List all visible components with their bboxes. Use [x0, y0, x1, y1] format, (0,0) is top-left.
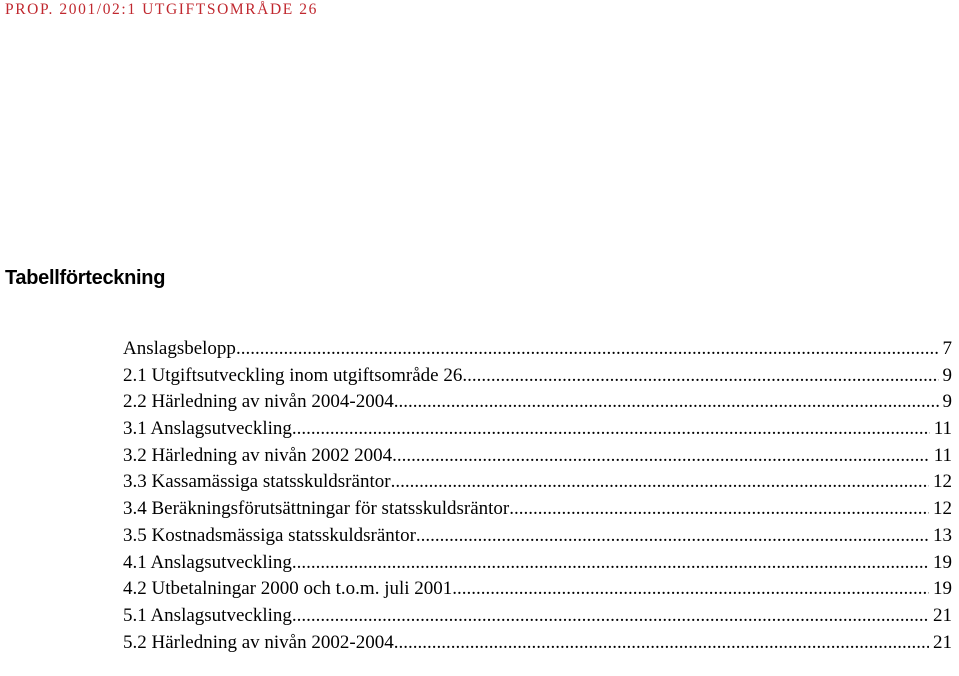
toc-entry-title: 3.1 Anslagsutveckling	[123, 418, 292, 440]
dot-leader	[292, 550, 929, 577]
toc-entry-page: 21	[933, 631, 952, 653]
dot-leader	[292, 603, 929, 630]
toc-entry[interactable]	[123, 363, 952, 390]
toc-entry[interactable]	[123, 576, 952, 603]
toc-entry-title: 3.3 Kassamässiga statsskuldsräntor	[123, 471, 391, 493]
toc-entry[interactable]	[123, 469, 952, 496]
toc-entry-page: 9	[942, 364, 952, 386]
toc-entry-page: 11	[933, 418, 952, 440]
dot-leader	[394, 389, 939, 416]
toc-entry[interactable]	[123, 603, 952, 630]
dot-leader	[391, 469, 929, 496]
section-heading: Tabellförteckning	[5, 267, 166, 289]
toc-entry-page: 21	[933, 604, 952, 626]
toc-entry[interactable]	[123, 523, 952, 550]
toc-entry-title: 2.1 Utgiftsutveckling inom utgiftsområde 26	[123, 364, 463, 386]
toc-entry-page: 13	[933, 524, 952, 546]
toc-entry-title: 2.2 Härledning av nivån 2004-2004	[123, 391, 394, 413]
toc-entry[interactable]	[123, 389, 952, 416]
toc-entry-title: 5.2 Härledning av nivån 2002-2004	[123, 631, 394, 653]
toc-entry-page: 19	[933, 551, 952, 573]
running-header: PROP. 2001/02:1 UTGIFTSOMRÅDE 26	[5, 1, 319, 18]
toc-entry-title: 5.1 Anslagsutveckling	[123, 604, 292, 626]
toc-entry-title: 4.1 Anslagsutveckling	[123, 551, 292, 573]
toc-entry-page: 11	[933, 444, 952, 466]
toc-entry-page: 12	[933, 471, 952, 493]
dot-leader	[416, 523, 929, 550]
dot-leader	[462, 363, 938, 390]
toc-entry-page: 9	[942, 391, 952, 413]
toc-entry[interactable]	[123, 496, 952, 523]
toc-entry-title: 3.5 Kostnadsmässiga statsskuldsräntor	[123, 524, 416, 546]
toc-entry-page: 12	[933, 498, 952, 520]
toc-entry[interactable]	[123, 416, 952, 443]
toc-entry-title: 4.2 Utbetalningar 2000 och t.o.m. juli 2001	[123, 578, 453, 600]
toc-entry[interactable]	[123, 443, 952, 470]
toc-entry-page: 19	[933, 578, 952, 600]
toc-entry[interactable]	[123, 550, 952, 577]
dot-leader	[394, 630, 929, 657]
table-of-tables	[123, 336, 952, 656]
toc-entry[interactable]	[123, 630, 952, 657]
toc-entry-title: 3.4 Beräkningsförutsättningar för statsskuldsräntor	[123, 498, 510, 520]
dot-leader	[292, 416, 930, 443]
toc-entry-title: 3.2 Härledning av nivån 2002 2004	[123, 444, 393, 466]
toc-entry-page: 7	[942, 338, 952, 359]
toc-entry-title: Anslagsbelopp	[123, 338, 236, 359]
dot-leader	[392, 443, 930, 470]
dot-leader	[509, 496, 929, 523]
dot-leader	[452, 576, 929, 603]
toc-entry[interactable]	[123, 336, 952, 363]
dot-leader	[236, 336, 939, 363]
